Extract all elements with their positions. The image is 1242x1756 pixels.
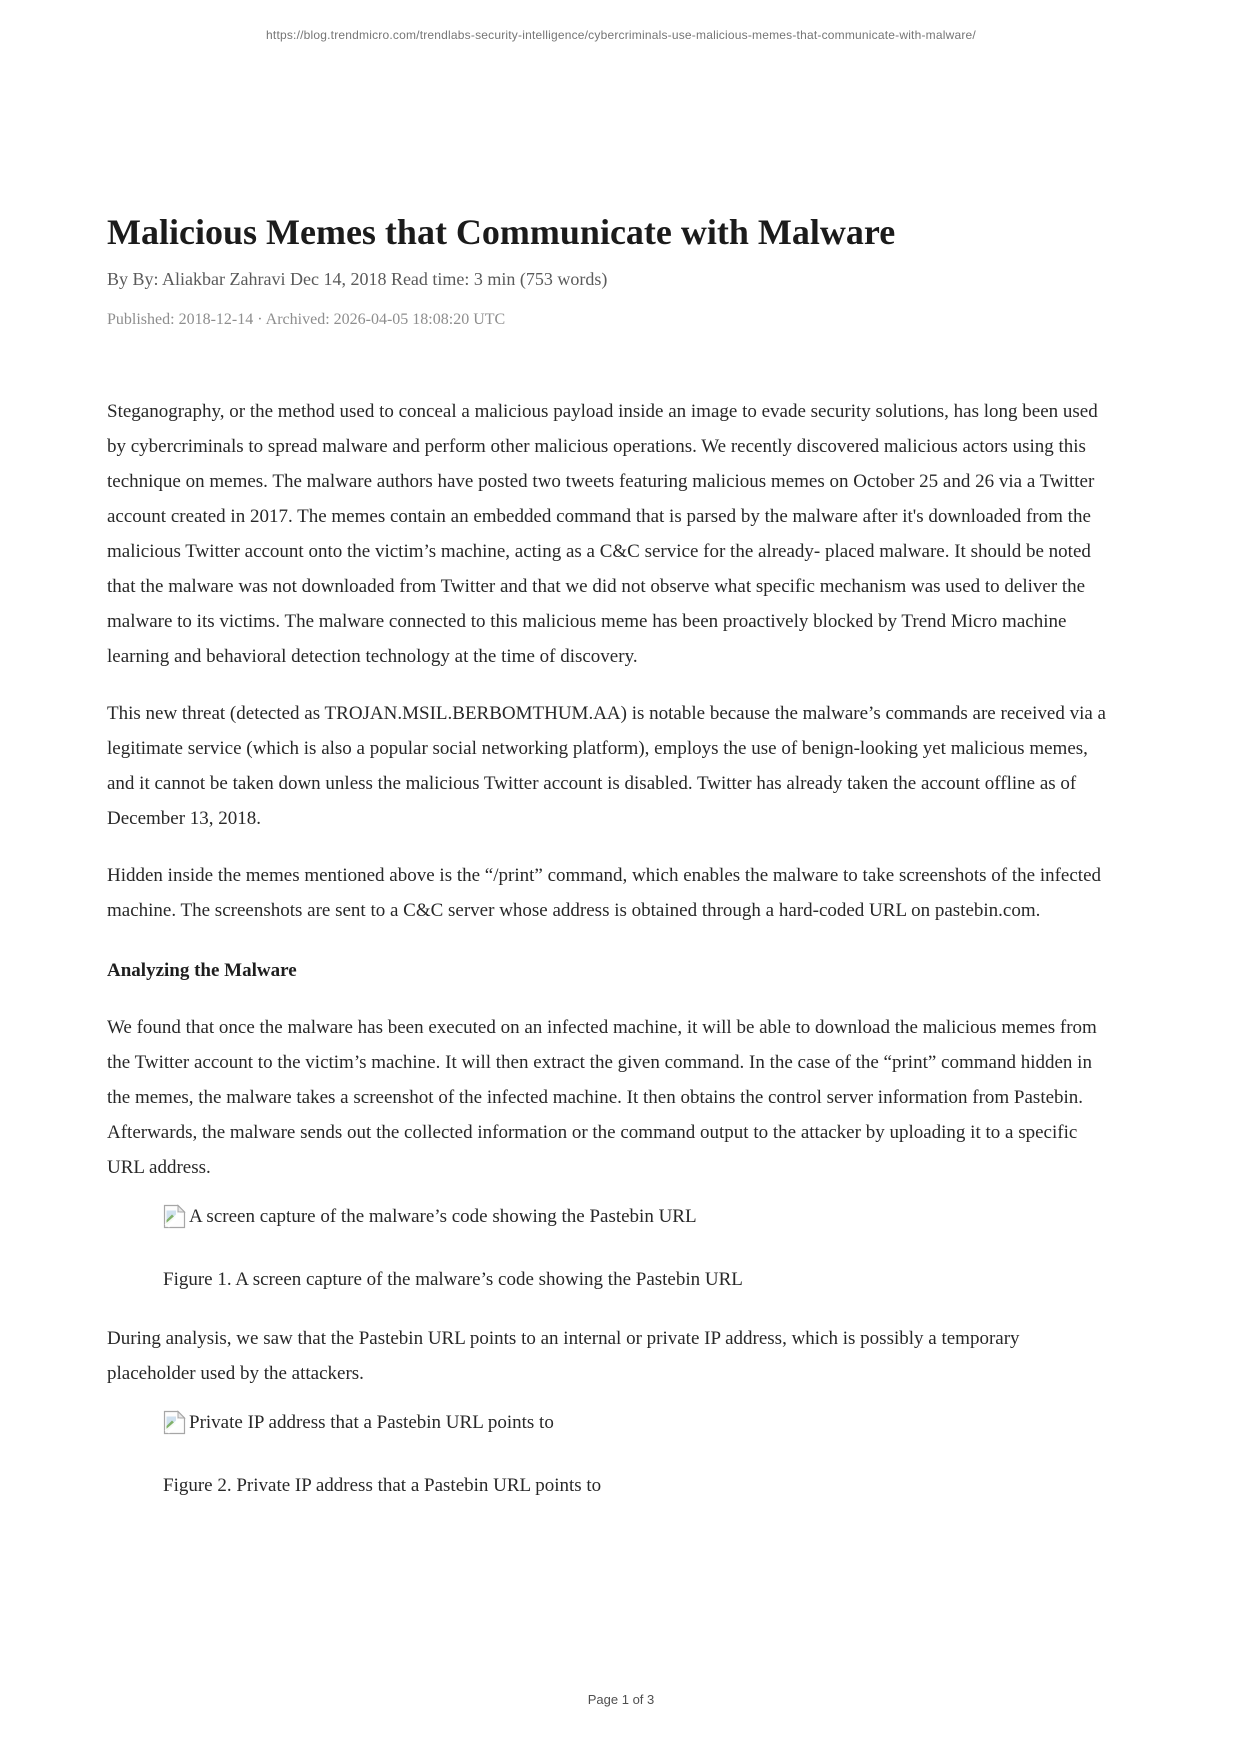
broken-image-icon <box>163 1410 186 1435</box>
section-heading-analyzing-the-malware: Analyzing the Malware <box>107 960 297 981</box>
figure-2-caption: Figure 2. Private IP address that a Pastebin URL points to <box>163 1475 602 1496</box>
paragraph-steganography: Steganography, or the method used to conceal a malicious payload inside an image to evade security solutions, has long been used by cybercriminals to spread malware and perform other malicious operations. We recently discovered malicious actors using this technique on memes. The malware authors have posted two tweets featuring malicious memes on October 25 and 26 via a Twitter account created in 2017. The memes contain an embedded command that is parsed by the malware after it's downloaded from the malicious Twitter account onto the victim’s machine, acting as a C&C service for the already- placed malware. It should be noted that the malware was not downloaded from Twitter and that we did not observe what specific mechanism was used to deliver the malware to its victims. The malware connected to this malicious meme has been proactively blocked by Trend Micro machine learning and behavioral detection technology at the time of discovery. <box>107 401 1098 667</box>
figure-2-broken-image <box>163 1405 1112 1440</box>
article-byline: By By: Aliakbar Zahravi Dec 14, 2018 Read time: 3 min (753 words) <box>107 269 608 289</box>
figure-1-caption: Figure 1. A screen capture of the malware’s code showing the Pastebin URL <box>163 1269 743 1290</box>
paragraph-during-analysis: During analysis, we saw that the Pastebin URL points to an internal or private IP address, which is possibly a temporary placeholder used by the attackers. <box>107 1328 1020 1384</box>
print-footer <box>0 1692 1242 1707</box>
page-title: Malicious Memes that Communicate with Malware <box>107 212 896 252</box>
paragraph-hidden-command: Hidden inside the memes mentioned above is the “/print” command, which enables the malware to take screenshots of the infected machine. The screenshots are sent to a C&C server whose address is obtained through a hard-coded URL on pastebin.com. <box>107 865 1102 921</box>
figure-2-alt-text: Private IP address that a Pastebin URL points to <box>189 1412 554 1433</box>
paragraph-new-threat: This new threat (detected as TROJAN.MSIL.BERBOMTHUM.AA) is notable because the malware’s commands are received via a legitimate service (which is also a popular social networking platform), employs the use of benign-looking yet malicious memes, and it cannot be taken down unless the malicious Twitter account is disabled. Twitter has already taken the account offline as of December 13, 2018. <box>107 703 1106 829</box>
page-number: Page 1 of 3 <box>587 1692 655 1707</box>
figure-1-broken-image <box>163 1199 1112 1234</box>
broken-image-icon <box>163 1204 186 1229</box>
paragraph-malware-execution: We found that once the malware has been executed on an infected machine, it will be able to download the malicious memes from the Twitter account to the victim’s machine. It will then extract the given command. In the case of the “print” command hidden in the memes, the malware takes a screenshot of the infected machine. It then obtains the control server information from Pastebin. Afterwards, the malware sends out the collected information or the command output to the attacker by uploading it to a specific URL address. <box>107 1017 1097 1178</box>
article-content <box>107 0 1112 1503</box>
article-meta: Published: 2018-12-14 · Archived: 2026-04-05 18:08:20 UTC <box>107 311 506 328</box>
figure-1-alt-text: A screen capture of the malware’s code showing the Pastebin URL <box>189 1206 697 1227</box>
document-url: https://blog.trendmicro.com/trendlabs-security-intelligence/cybercriminals-use-malicious-memes-that-communicate-with-malware/ <box>266 28 976 42</box>
